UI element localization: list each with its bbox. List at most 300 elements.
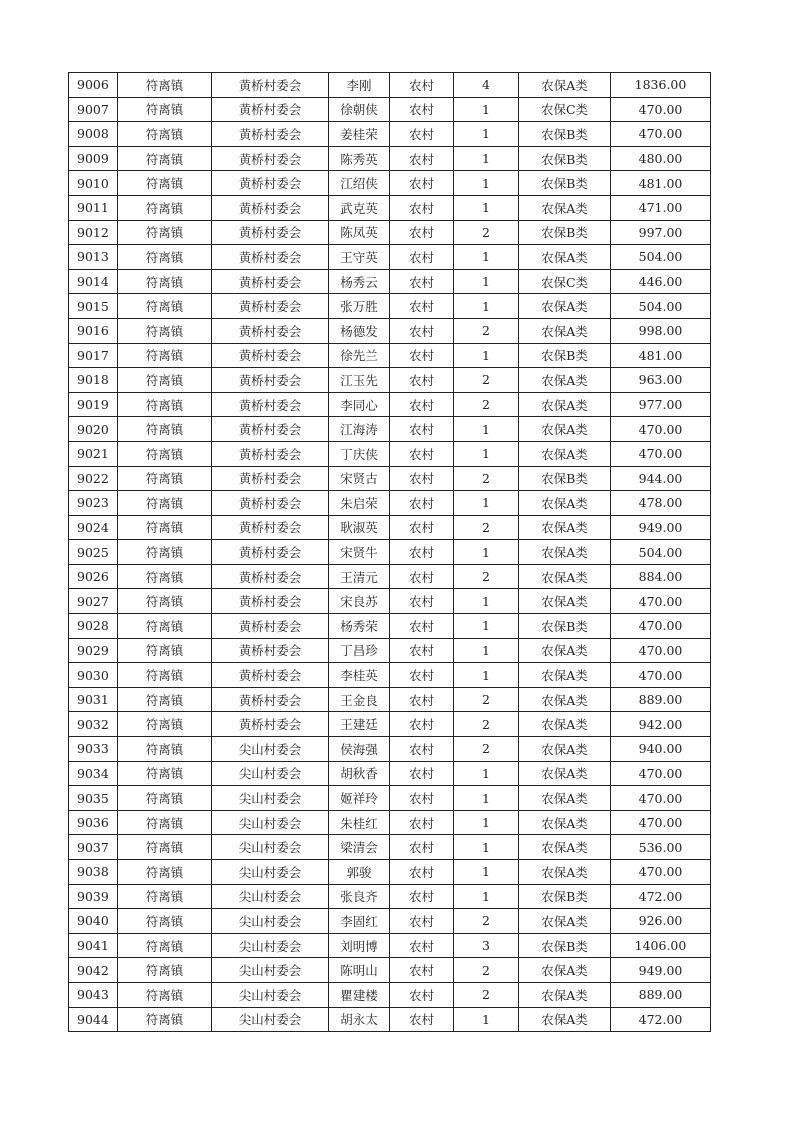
town-cell: 符离镇 xyxy=(118,810,212,835)
household-count-cell: 1 xyxy=(454,638,519,663)
village-committee-cell: 尖山村委会 xyxy=(212,835,329,860)
village-committee-cell: 黄桥村委会 xyxy=(212,515,329,540)
person-name-cell: 杨德发 xyxy=(329,318,390,343)
household-count-cell: 1 xyxy=(454,835,519,860)
amount-cell: 944.00 xyxy=(611,466,711,491)
town-cell: 符离镇 xyxy=(118,761,212,786)
household-count-cell: 2 xyxy=(454,958,519,983)
household-count-cell: 4 xyxy=(454,73,519,98)
village-committee-cell: 黄桥村委会 xyxy=(212,564,329,589)
household-count-cell: 2 xyxy=(454,466,519,491)
area-type-cell: 农村 xyxy=(390,712,454,737)
table-row xyxy=(69,860,711,885)
village-committee-cell: 黄桥村委会 xyxy=(212,269,329,294)
village-committee-cell: 黄桥村委会 xyxy=(212,343,329,368)
record-id-cell: 9011 xyxy=(69,195,118,220)
village-committee-cell: 尖山村委会 xyxy=(212,860,329,885)
record-id-cell: 9034 xyxy=(69,761,118,786)
household-count-cell: 1 xyxy=(454,491,519,516)
insurance-category-cell: 农保A类 xyxy=(519,687,611,712)
table-row xyxy=(69,933,711,958)
table-row xyxy=(69,712,711,737)
village-committee-cell: 尖山村委会 xyxy=(212,810,329,835)
insurance-category-cell: 农保A类 xyxy=(519,712,611,737)
household-count-cell: 2 xyxy=(454,909,519,934)
amount-cell: 470.00 xyxy=(611,122,711,147)
area-type-cell: 农村 xyxy=(390,638,454,663)
record-id-cell: 9012 xyxy=(69,220,118,245)
amount-cell: 470.00 xyxy=(611,761,711,786)
household-count-cell: 2 xyxy=(454,982,519,1007)
town-cell: 符离镇 xyxy=(118,933,212,958)
person-name-cell: 丁庆侠 xyxy=(329,441,390,466)
amount-cell: 470.00 xyxy=(611,417,711,442)
village-committee-cell: 尖山村委会 xyxy=(212,786,329,811)
table-row xyxy=(69,491,711,516)
record-id-cell: 9015 xyxy=(69,294,118,319)
area-type-cell: 农村 xyxy=(390,122,454,147)
amount-cell: 889.00 xyxy=(611,687,711,712)
area-type-cell: 农村 xyxy=(390,860,454,885)
town-cell: 符离镇 xyxy=(118,269,212,294)
person-name-cell: 李固红 xyxy=(329,909,390,934)
household-count-cell: 2 xyxy=(454,392,519,417)
amount-cell: 470.00 xyxy=(611,589,711,614)
area-type-cell: 农村 xyxy=(390,294,454,319)
person-name-cell: 梁清会 xyxy=(329,835,390,860)
record-id-cell: 9022 xyxy=(69,466,118,491)
amount-cell: 470.00 xyxy=(611,97,711,122)
table-row xyxy=(69,318,711,343)
insurance-category-cell: 农保A类 xyxy=(519,835,611,860)
table-row xyxy=(69,392,711,417)
insurance-category-cell: 农保B类 xyxy=(519,171,611,196)
area-type-cell: 农村 xyxy=(390,614,454,639)
amount-cell: 504.00 xyxy=(611,540,711,565)
insurance-category-cell: 农保B类 xyxy=(519,884,611,909)
person-name-cell: 徐先兰 xyxy=(329,343,390,368)
amount-cell: 472.00 xyxy=(611,884,711,909)
amount-cell: 472.00 xyxy=(611,1007,711,1032)
person-name-cell: 陈明山 xyxy=(329,958,390,983)
town-cell: 符离镇 xyxy=(118,737,212,762)
village-committee-cell: 黄桥村委会 xyxy=(212,220,329,245)
person-name-cell: 胡永太 xyxy=(329,1007,390,1032)
amount-cell: 1406.00 xyxy=(611,933,711,958)
village-committee-cell: 黄桥村委会 xyxy=(212,491,329,516)
person-name-cell: 瞿建楼 xyxy=(329,982,390,1007)
insurance-category-cell: 农保A类 xyxy=(519,663,611,688)
amount-cell: 478.00 xyxy=(611,491,711,516)
record-id-cell: 9020 xyxy=(69,417,118,442)
area-type-cell: 农村 xyxy=(390,245,454,270)
person-name-cell: 江绍侠 xyxy=(329,171,390,196)
amount-cell: 471.00 xyxy=(611,195,711,220)
town-cell: 符离镇 xyxy=(118,97,212,122)
table-body xyxy=(69,73,711,1032)
table-row xyxy=(69,614,711,639)
table-row xyxy=(69,466,711,491)
area-type-cell: 农村 xyxy=(390,343,454,368)
village-committee-cell: 尖山村委会 xyxy=(212,1007,329,1032)
household-count-cell: 1 xyxy=(454,810,519,835)
insurance-category-cell: 农保B类 xyxy=(519,220,611,245)
town-cell: 符离镇 xyxy=(118,589,212,614)
record-id-cell: 9027 xyxy=(69,589,118,614)
insurance-category-cell: 农保A类 xyxy=(519,245,611,270)
table-row xyxy=(69,638,711,663)
insurance-category-cell: 农保A类 xyxy=(519,761,611,786)
table-row xyxy=(69,220,711,245)
person-name-cell: 郭骏 xyxy=(329,860,390,885)
insurance-category-cell: 农保A类 xyxy=(519,589,611,614)
amount-cell: 470.00 xyxy=(611,663,711,688)
town-cell: 符离镇 xyxy=(118,195,212,220)
area-type-cell: 农村 xyxy=(390,466,454,491)
village-committee-cell: 黄桥村委会 xyxy=(212,97,329,122)
record-id-cell: 9044 xyxy=(69,1007,118,1032)
amount-cell: 481.00 xyxy=(611,343,711,368)
village-committee-cell: 尖山村委会 xyxy=(212,982,329,1007)
area-type-cell: 农村 xyxy=(390,933,454,958)
person-name-cell: 姬祥玲 xyxy=(329,786,390,811)
record-id-cell: 9024 xyxy=(69,515,118,540)
town-cell: 符离镇 xyxy=(118,122,212,147)
record-id-cell: 9031 xyxy=(69,687,118,712)
area-type-cell: 农村 xyxy=(390,540,454,565)
record-id-cell: 9042 xyxy=(69,958,118,983)
household-count-cell: 2 xyxy=(454,368,519,393)
household-count-cell: 1 xyxy=(454,417,519,442)
person-name-cell: 陈秀英 xyxy=(329,146,390,171)
insurance-category-cell: 农保A类 xyxy=(519,515,611,540)
insurance-category-cell: 农保B类 xyxy=(519,466,611,491)
table-row xyxy=(69,958,711,983)
record-id-cell: 9018 xyxy=(69,368,118,393)
town-cell: 符离镇 xyxy=(118,786,212,811)
village-committee-cell: 尖山村委会 xyxy=(212,737,329,762)
area-type-cell: 农村 xyxy=(390,97,454,122)
town-cell: 符离镇 xyxy=(118,1007,212,1032)
town-cell: 符离镇 xyxy=(118,712,212,737)
insurance-category-cell: 农保A类 xyxy=(519,318,611,343)
insurance-category-cell: 农保A类 xyxy=(519,958,611,983)
record-id-cell: 9043 xyxy=(69,982,118,1007)
table-row xyxy=(69,269,711,294)
village-committee-cell: 黄桥村委会 xyxy=(212,245,329,270)
area-type-cell: 农村 xyxy=(390,564,454,589)
person-name-cell: 武克英 xyxy=(329,195,390,220)
person-name-cell: 宋贤牛 xyxy=(329,540,390,565)
table-row xyxy=(69,884,711,909)
record-id-cell: 9030 xyxy=(69,663,118,688)
table-row xyxy=(69,761,711,786)
town-cell: 符离镇 xyxy=(118,540,212,565)
amount-cell: 949.00 xyxy=(611,515,711,540)
insurance-category-cell: 农保A类 xyxy=(519,638,611,663)
household-count-cell: 2 xyxy=(454,712,519,737)
insurance-category-cell: 农保B类 xyxy=(519,146,611,171)
area-type-cell: 农村 xyxy=(390,786,454,811)
town-cell: 符离镇 xyxy=(118,638,212,663)
person-name-cell: 江海涛 xyxy=(329,417,390,442)
insurance-category-cell: 农保A类 xyxy=(519,786,611,811)
town-cell: 符离镇 xyxy=(118,368,212,393)
record-id-cell: 9010 xyxy=(69,171,118,196)
amount-cell: 470.00 xyxy=(611,786,711,811)
village-committee-cell: 黄桥村委会 xyxy=(212,712,329,737)
person-name-cell: 胡秋香 xyxy=(329,761,390,786)
record-id-cell: 9021 xyxy=(69,441,118,466)
table-row xyxy=(69,835,711,860)
allowance-table xyxy=(68,72,711,1032)
record-id-cell: 9032 xyxy=(69,712,118,737)
insurance-category-cell: 农保A类 xyxy=(519,810,611,835)
amount-cell: 480.00 xyxy=(611,146,711,171)
town-cell: 符离镇 xyxy=(118,614,212,639)
person-name-cell: 丁昌珍 xyxy=(329,638,390,663)
person-name-cell: 李同心 xyxy=(329,392,390,417)
area-type-cell: 农村 xyxy=(390,515,454,540)
table-row xyxy=(69,810,711,835)
record-id-cell: 9038 xyxy=(69,860,118,885)
amount-cell: 470.00 xyxy=(611,860,711,885)
household-count-cell: 1 xyxy=(454,122,519,147)
village-committee-cell: 黄桥村委会 xyxy=(212,614,329,639)
record-id-cell: 9014 xyxy=(69,269,118,294)
household-count-cell: 1 xyxy=(454,786,519,811)
town-cell: 符离镇 xyxy=(118,663,212,688)
insurance-category-cell: 农保C类 xyxy=(519,269,611,294)
person-name-cell: 徐朝侠 xyxy=(329,97,390,122)
amount-cell: 977.00 xyxy=(611,392,711,417)
household-count-cell: 1 xyxy=(454,343,519,368)
village-committee-cell: 尖山村委会 xyxy=(212,958,329,983)
household-count-cell: 1 xyxy=(454,441,519,466)
record-id-cell: 9016 xyxy=(69,318,118,343)
person-name-cell: 宋贤古 xyxy=(329,466,390,491)
area-type-cell: 农村 xyxy=(390,392,454,417)
area-type-cell: 农村 xyxy=(390,810,454,835)
amount-cell: 470.00 xyxy=(611,638,711,663)
area-type-cell: 农村 xyxy=(390,982,454,1007)
household-count-cell: 1 xyxy=(454,1007,519,1032)
town-cell: 符离镇 xyxy=(118,146,212,171)
village-committee-cell: 黄桥村委会 xyxy=(212,195,329,220)
area-type-cell: 农村 xyxy=(390,589,454,614)
household-count-cell: 1 xyxy=(454,97,519,122)
table-row xyxy=(69,1007,711,1032)
household-count-cell: 1 xyxy=(454,146,519,171)
town-cell: 符离镇 xyxy=(118,909,212,934)
town-cell: 符离镇 xyxy=(118,466,212,491)
town-cell: 符离镇 xyxy=(118,294,212,319)
area-type-cell: 农村 xyxy=(390,491,454,516)
insurance-category-cell: 农保A类 xyxy=(519,417,611,442)
town-cell: 符离镇 xyxy=(118,491,212,516)
area-type-cell: 农村 xyxy=(390,73,454,98)
table-row xyxy=(69,343,711,368)
person-name-cell: 姜桂荣 xyxy=(329,122,390,147)
insurance-category-cell: 农保A类 xyxy=(519,392,611,417)
town-cell: 符离镇 xyxy=(118,982,212,1007)
household-count-cell: 2 xyxy=(454,220,519,245)
insurance-category-cell: 农保A类 xyxy=(519,441,611,466)
town-cell: 符离镇 xyxy=(118,564,212,589)
area-type-cell: 农村 xyxy=(390,1007,454,1032)
area-type-cell: 农村 xyxy=(390,368,454,393)
table-row xyxy=(69,73,711,98)
village-committee-cell: 黄桥村委会 xyxy=(212,122,329,147)
amount-cell: 998.00 xyxy=(611,318,711,343)
area-type-cell: 农村 xyxy=(390,761,454,786)
household-count-cell: 2 xyxy=(454,687,519,712)
person-name-cell: 耿淑英 xyxy=(329,515,390,540)
table-row xyxy=(69,245,711,270)
village-committee-cell: 黄桥村委会 xyxy=(212,294,329,319)
insurance-category-cell: 农保A类 xyxy=(519,737,611,762)
insurance-category-cell: 农保A类 xyxy=(519,1007,611,1032)
table-row xyxy=(69,786,711,811)
record-id-cell: 9006 xyxy=(69,73,118,98)
table-row xyxy=(69,441,711,466)
village-committee-cell: 黄桥村委会 xyxy=(212,146,329,171)
insurance-category-cell: 农保A类 xyxy=(519,860,611,885)
household-count-cell: 1 xyxy=(454,663,519,688)
insurance-category-cell: 农保C类 xyxy=(519,97,611,122)
household-count-cell: 1 xyxy=(454,761,519,786)
record-id-cell: 9029 xyxy=(69,638,118,663)
insurance-category-cell: 农保B类 xyxy=(519,122,611,147)
household-count-cell: 1 xyxy=(454,245,519,270)
area-type-cell: 农村 xyxy=(390,687,454,712)
table-row xyxy=(69,589,711,614)
person-name-cell: 王金良 xyxy=(329,687,390,712)
amount-cell: 1836.00 xyxy=(611,73,711,98)
amount-cell: 446.00 xyxy=(611,269,711,294)
household-count-cell: 2 xyxy=(454,564,519,589)
town-cell: 符离镇 xyxy=(118,687,212,712)
person-name-cell: 刘明博 xyxy=(329,933,390,958)
person-name-cell: 王守英 xyxy=(329,245,390,270)
table-row xyxy=(69,294,711,319)
town-cell: 符离镇 xyxy=(118,417,212,442)
insurance-category-cell: 农保A类 xyxy=(519,982,611,1007)
household-count-cell: 2 xyxy=(454,318,519,343)
record-id-cell: 9025 xyxy=(69,540,118,565)
town-cell: 符离镇 xyxy=(118,835,212,860)
household-count-cell: 2 xyxy=(454,737,519,762)
household-count-cell: 1 xyxy=(454,269,519,294)
record-id-cell: 9028 xyxy=(69,614,118,639)
record-id-cell: 9039 xyxy=(69,884,118,909)
insurance-category-cell: 农保A类 xyxy=(519,491,611,516)
insurance-category-cell: 农保A类 xyxy=(519,294,611,319)
amount-cell: 504.00 xyxy=(611,294,711,319)
town-cell: 符离镇 xyxy=(118,860,212,885)
town-cell: 符离镇 xyxy=(118,441,212,466)
household-count-cell: 1 xyxy=(454,614,519,639)
insurance-category-cell: 农保A类 xyxy=(519,368,611,393)
area-type-cell: 农村 xyxy=(390,835,454,860)
person-name-cell: 江玉先 xyxy=(329,368,390,393)
amount-cell: 940.00 xyxy=(611,737,711,762)
town-cell: 符离镇 xyxy=(118,343,212,368)
household-count-cell: 1 xyxy=(454,589,519,614)
village-committee-cell: 尖山村委会 xyxy=(212,761,329,786)
town-cell: 符离镇 xyxy=(118,245,212,270)
record-id-cell: 9023 xyxy=(69,491,118,516)
amount-cell: 470.00 xyxy=(611,614,711,639)
record-id-cell: 9041 xyxy=(69,933,118,958)
insurance-category-cell: 农保A类 xyxy=(519,564,611,589)
person-name-cell: 王清元 xyxy=(329,564,390,589)
village-committee-cell: 黄桥村委会 xyxy=(212,417,329,442)
record-id-cell: 9033 xyxy=(69,737,118,762)
town-cell: 符离镇 xyxy=(118,171,212,196)
area-type-cell: 农村 xyxy=(390,195,454,220)
household-count-cell: 1 xyxy=(454,171,519,196)
table-row xyxy=(69,982,711,1007)
amount-cell: 884.00 xyxy=(611,564,711,589)
person-name-cell: 朱桂红 xyxy=(329,810,390,835)
table-row xyxy=(69,564,711,589)
amount-cell: 470.00 xyxy=(611,810,711,835)
area-type-cell: 农村 xyxy=(390,958,454,983)
person-name-cell: 杨秀云 xyxy=(329,269,390,294)
amount-cell: 481.00 xyxy=(611,171,711,196)
person-name-cell: 朱启荣 xyxy=(329,491,390,516)
table-row xyxy=(69,687,711,712)
area-type-cell: 农村 xyxy=(390,171,454,196)
household-count-cell: 1 xyxy=(454,540,519,565)
record-id-cell: 9037 xyxy=(69,835,118,860)
household-count-cell: 2 xyxy=(454,515,519,540)
amount-cell: 504.00 xyxy=(611,245,711,270)
table-row xyxy=(69,97,711,122)
amount-cell: 889.00 xyxy=(611,982,711,1007)
village-committee-cell: 黄桥村委会 xyxy=(212,466,329,491)
record-id-cell: 9009 xyxy=(69,146,118,171)
area-type-cell: 农村 xyxy=(390,269,454,294)
village-committee-cell: 黄桥村委会 xyxy=(212,540,329,565)
person-name-cell: 李桂英 xyxy=(329,663,390,688)
record-id-cell: 9013 xyxy=(69,245,118,270)
amount-cell: 949.00 xyxy=(611,958,711,983)
table-row xyxy=(69,737,711,762)
record-id-cell: 9040 xyxy=(69,909,118,934)
table-row xyxy=(69,663,711,688)
record-id-cell: 9017 xyxy=(69,343,118,368)
table-row xyxy=(69,195,711,220)
village-committee-cell: 黄桥村委会 xyxy=(212,171,329,196)
amount-cell: 926.00 xyxy=(611,909,711,934)
village-committee-cell: 黄桥村委会 xyxy=(212,368,329,393)
town-cell: 符离镇 xyxy=(118,884,212,909)
table-row xyxy=(69,122,711,147)
household-count-cell: 1 xyxy=(454,195,519,220)
insurance-category-cell: 农保B类 xyxy=(519,933,611,958)
amount-cell: 536.00 xyxy=(611,835,711,860)
village-committee-cell: 尖山村委会 xyxy=(212,884,329,909)
village-committee-cell: 黄桥村委会 xyxy=(212,318,329,343)
village-committee-cell: 黄桥村委会 xyxy=(212,73,329,98)
table-row xyxy=(69,909,711,934)
person-name-cell: 侯海强 xyxy=(329,737,390,762)
town-cell: 符离镇 xyxy=(118,392,212,417)
insurance-category-cell: 农保A类 xyxy=(519,540,611,565)
record-id-cell: 9026 xyxy=(69,564,118,589)
